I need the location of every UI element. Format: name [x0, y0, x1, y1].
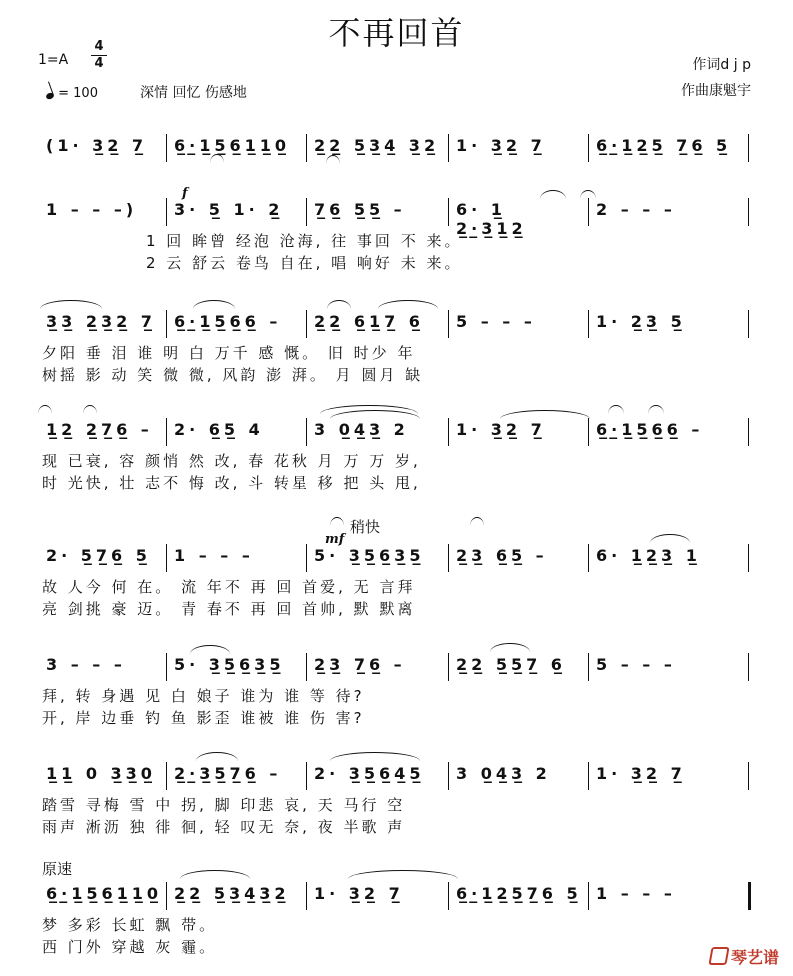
barline	[448, 544, 449, 572]
slur-mark	[180, 870, 250, 879]
measure-notes: 1· 3̲2̲ 7̲	[456, 136, 546, 155]
measure	[596, 546, 742, 572]
measure-notes: 2̲2̲ 5̲5̲7̲ 6̲	[456, 655, 566, 674]
barline	[306, 418, 307, 446]
time-signature-bottom: 4	[94, 56, 104, 71]
barline	[166, 198, 167, 226]
measure	[174, 655, 300, 681]
barline	[166, 762, 167, 790]
measure-notes: 2· 3̲5̲6̲4̲5̲	[314, 764, 425, 783]
barline	[448, 198, 449, 226]
measure	[314, 764, 442, 790]
measure-notes: 6· 1̲ 2̲·̲3̲1̲2̲	[456, 200, 527, 238]
measure	[456, 546, 582, 572]
key-signature: 1=A	[38, 52, 69, 68]
measure-notes: 2̲3̲ 6̲5̲ –	[456, 546, 548, 565]
slur-mark	[348, 870, 458, 879]
site-logo	[710, 945, 779, 968]
barline	[588, 198, 589, 226]
measure	[596, 200, 742, 226]
measure	[314, 546, 442, 572]
tempo-marking	[46, 86, 98, 101]
barline	[748, 544, 749, 572]
staff-row	[0, 200, 793, 238]
measure	[46, 546, 160, 572]
measure-notes: 2̲2̲ 5̲3̲4̲ 3̲2̲	[314, 136, 440, 155]
barline	[748, 653, 749, 681]
measure	[456, 764, 582, 790]
measure	[596, 136, 742, 162]
measure-notes: 6̲·̲1̲5̲6̲1̲1̲0̲	[174, 136, 291, 155]
slur-mark	[330, 517, 344, 526]
slur-mark	[196, 752, 238, 761]
staff-row	[0, 136, 793, 162]
measure-notes: 1 – – –)	[46, 200, 138, 219]
barline	[306, 198, 307, 226]
measure-notes: 3̲3̲ 2̲3̲2̲ 7̲	[46, 312, 156, 331]
measure	[596, 655, 742, 681]
measure-notes: 1 – – –	[596, 884, 676, 903]
measure-notes: 1· 2̲3̲ 5̲	[596, 312, 686, 331]
expression-marking: 深情 回忆 伤感地	[140, 85, 247, 101]
composer-credit: 作曲康魁宇	[681, 83, 751, 99]
measure-notes: 2̲2̲ 5̲3̲4̲3̲2̲	[174, 884, 290, 903]
measure-notes: 2̲3̲ 7̲6̲ –	[314, 655, 406, 674]
measure	[174, 884, 300, 910]
slur-mark	[83, 405, 97, 414]
barline	[748, 310, 749, 338]
slur-mark	[540, 190, 566, 199]
section-mark-original-tempo: 原速	[42, 860, 73, 878]
barline	[166, 310, 167, 338]
barline	[588, 310, 589, 338]
measure	[596, 420, 742, 446]
measure	[456, 655, 582, 681]
barline	[448, 653, 449, 681]
measure-notes: 3 – – –	[46, 655, 126, 674]
measure-notes: 6· 1̲2̲3̲ 1̲	[596, 546, 701, 565]
section-mark-faster: 稍快	[350, 518, 381, 536]
slur-mark	[40, 300, 102, 309]
measure	[456, 200, 582, 238]
slur-mark	[490, 643, 530, 652]
measure	[314, 200, 442, 226]
song-title: 不再回首	[328, 14, 465, 52]
barline	[166, 882, 167, 910]
measure	[174, 546, 300, 572]
slur-mark	[327, 300, 351, 309]
slur-mark	[580, 190, 596, 199]
measure	[174, 764, 300, 790]
barline	[448, 418, 449, 446]
barline	[306, 134, 307, 162]
slur-mark	[470, 517, 484, 526]
barline	[306, 762, 307, 790]
measure-notes: 2̲·̲3̲5̲7̲6̲ –	[174, 764, 282, 783]
measure	[174, 200, 300, 226]
lyric-text: 开, 岸 边垂 钓 鱼 影歪 谁被 谁 伤 害?	[42, 709, 365, 727]
measure-notes: 5 – – –	[456, 312, 536, 331]
barline	[306, 653, 307, 681]
lyric-text: 时 光快, 壮 志不 悔 改, 斗 转星 移 把 头 甩,	[42, 474, 421, 492]
measure-notes: 3 0̲4̲3̲ 2	[314, 420, 409, 439]
lyricist-credit: 作词d j p	[692, 57, 751, 73]
staff-row	[0, 546, 793, 572]
logo-icon	[708, 947, 729, 965]
measure-notes: 1· 3̲2̲ 7̲	[314, 884, 404, 903]
quarter-note-icon	[45, 92, 55, 100]
barline	[448, 762, 449, 790]
measure-notes: 1 – – –	[174, 546, 254, 565]
measure-notes: (1· 3̲2̲ 7̲	[46, 136, 148, 155]
slur-mark	[38, 405, 52, 414]
measure-notes: 6̲·̲1̲5̲6̲6̲ –	[596, 420, 704, 439]
measure	[46, 420, 160, 446]
barline	[448, 882, 449, 910]
barline	[166, 544, 167, 572]
barline	[588, 653, 589, 681]
slur-mark	[650, 534, 690, 543]
barline	[588, 544, 589, 572]
measure-notes: 6̲·̲1̲5̲6̲6̲ –	[174, 312, 282, 331]
measure	[314, 655, 442, 681]
measure-notes: 2̲2̲ 6̲1̲7̲ 6̲	[314, 312, 424, 331]
measure	[596, 312, 742, 338]
measure-notes: 5· 3̲5̲6̲3̲5̲	[314, 546, 425, 565]
barline	[588, 762, 589, 790]
logo-text: 琴艺谱	[730, 948, 779, 967]
slur-mark	[378, 300, 438, 309]
dynamic-forte: f	[182, 186, 188, 201]
measure	[456, 312, 582, 338]
measure	[174, 420, 300, 446]
measure-notes: 6̲·̲1̲2̲5̲7̲6̲ 5̲	[456, 884, 582, 903]
measure-notes: 6̲·̲1̲2̲5̲ 7̲6̲ 5̲	[596, 136, 732, 155]
measure	[456, 420, 582, 446]
barline	[748, 134, 749, 162]
lyric-text: 梦 多彩 长虹 飘 带。	[42, 916, 218, 934]
lyric-text: 1 回 眸曾 经泡 沧海, 往 事回 不 来。	[146, 232, 463, 250]
slur-mark	[190, 645, 230, 654]
measure	[174, 136, 300, 162]
staff-row	[0, 764, 793, 790]
barline	[306, 882, 307, 910]
measure-notes: 3 0̲4̲3̲ 2	[456, 764, 551, 783]
lyric-text: 夕阳 垂 泪 谁 明 白 万千 感 慨。 旧 时少 年	[42, 344, 416, 362]
measure-notes: 5 – – –	[596, 655, 676, 674]
measure-notes: 2 – – –	[596, 200, 676, 219]
lyric-text: 故 人今 何 在。 流 年不 再 回 首爱, 无 言拜	[42, 578, 416, 596]
measure	[46, 655, 160, 681]
measure-notes: 2· 5̲7̲6̲ 5̲	[46, 546, 151, 565]
barline	[448, 310, 449, 338]
barline	[448, 134, 449, 162]
lyric-text: 2 云 舒云 卷鸟 自在, 唱 响好 未 来。	[146, 254, 463, 272]
measure	[46, 200, 160, 226]
staff-row	[0, 655, 793, 681]
barline	[588, 134, 589, 162]
lyric-text: 踏雪 寻梅 雪 中 拐, 脚 印悲 哀, 天 马行 空	[42, 796, 406, 814]
barline	[748, 762, 749, 790]
dynamic-mezzo-forte: mf	[325, 532, 345, 547]
barline	[588, 882, 589, 910]
slur-mark	[500, 410, 590, 419]
lyric-text: 现 已衰, 容 颜悄 然 改, 春 花秋 月 万 万 岁,	[42, 452, 421, 470]
measure	[596, 764, 742, 790]
measure	[596, 884, 742, 910]
barline	[166, 418, 167, 446]
tempo-value: = 100	[58, 86, 98, 101]
staff-row	[0, 312, 793, 338]
slur-mark	[608, 405, 624, 414]
staff-row	[0, 884, 793, 910]
slur-mark	[330, 752, 420, 761]
measure	[314, 884, 442, 910]
barline	[748, 418, 749, 446]
lyric-text: 西 门外 穿越 灰 霾。	[42, 938, 218, 956]
staff-row	[0, 420, 793, 446]
slur-mark	[648, 405, 664, 414]
measure-notes: 6̲·̲1̲5̲6̲1̲1̲0̲	[46, 884, 163, 903]
measure	[46, 884, 163, 910]
barline	[306, 544, 307, 572]
measure	[456, 136, 582, 162]
measure-notes: 1· 3̲2̲ 7̲	[456, 420, 546, 439]
measure	[46, 764, 160, 790]
lyric-text: 亮 剑挑 豪 迈。 青 春不 再 回 首帅, 默 默离	[42, 600, 416, 618]
measure-notes: 1· 3̲2̲ 7̲	[596, 764, 686, 783]
lyric-text: 拜, 转 身遇 见 白 娘子 谁为 谁 等 待?	[42, 687, 365, 705]
barline	[166, 653, 167, 681]
lyric-text: 树摇 影 动 笑 微 微, 风韵 澎 湃。 月 圆月 缺	[42, 366, 424, 384]
measure-notes: 1̲2̲ 2̲7̲6̲ –	[46, 420, 153, 439]
measure	[456, 884, 582, 910]
measure-notes: 2· 6̲5̲ 4	[174, 420, 264, 439]
slur-mark	[193, 300, 235, 309]
lyric-text: 雨声 淅沥 独 徘 徊, 轻 叹无 奈, 夜 半歌 声	[42, 818, 406, 836]
time-signature	[91, 40, 107, 71]
barline	[748, 882, 751, 910]
measure-notes: 5· 3̲5̲6̲3̲5̲	[174, 655, 285, 674]
measure	[174, 312, 300, 338]
barline	[306, 310, 307, 338]
measure-notes: 7̲6̲ 5̲5̲ –	[314, 200, 406, 219]
barline	[748, 198, 749, 226]
measure-notes: 1̲1̲ 0 3̲3̲0̲	[46, 764, 156, 783]
measure	[46, 312, 160, 338]
measure	[46, 136, 160, 162]
barline	[166, 134, 167, 162]
measure	[314, 312, 442, 338]
barline	[588, 418, 589, 446]
time-signature-top: 4	[94, 39, 104, 54]
measure-notes: 3· 5̲ 1· 2̲	[174, 200, 284, 219]
measure	[314, 420, 442, 446]
